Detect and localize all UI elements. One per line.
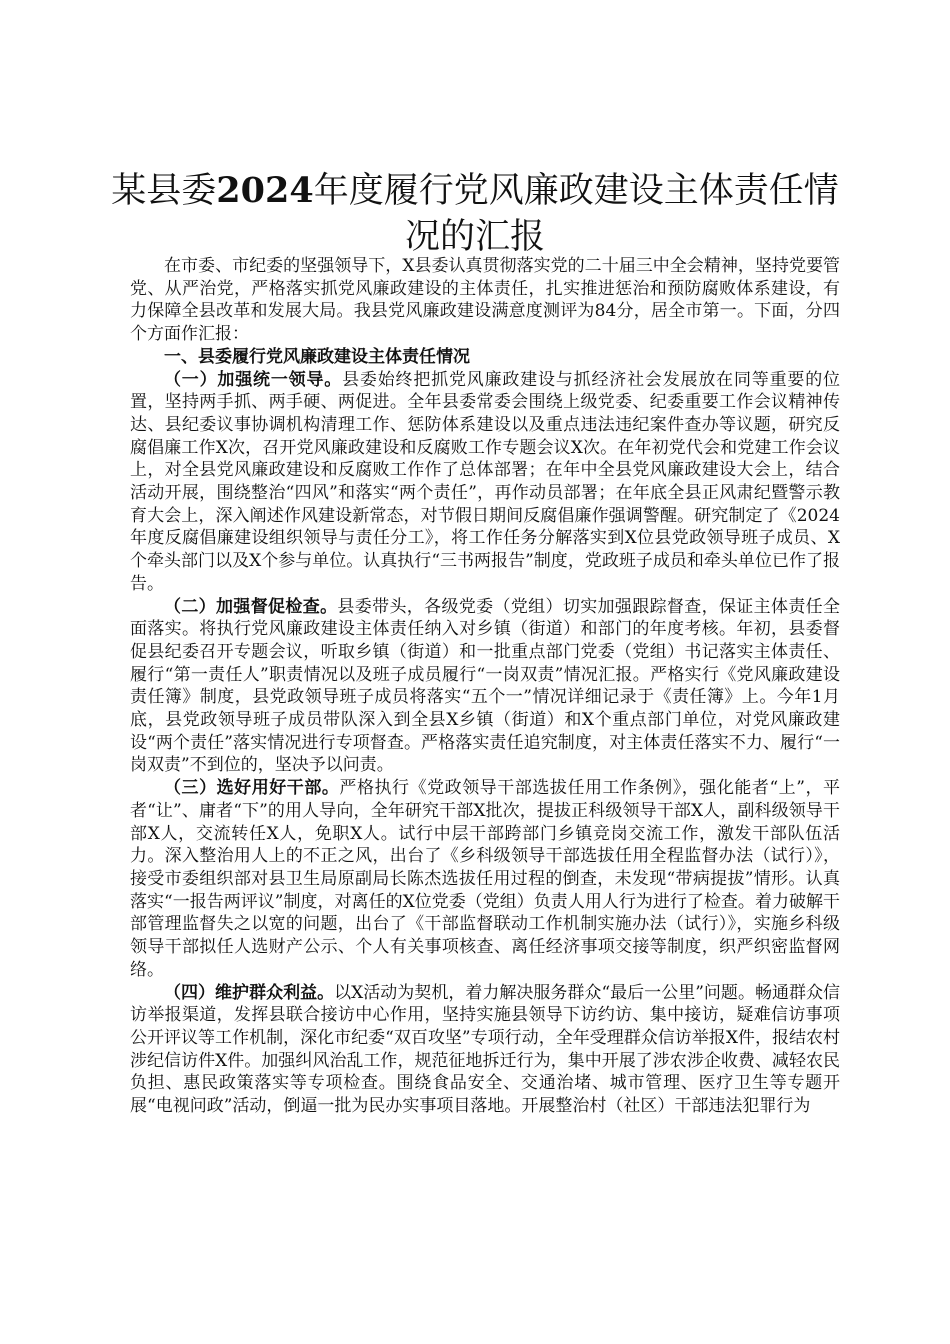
paragraph-text: 县委带头，各级党委（党组）切实加强跟踪督查，保证主体责任全面落实。将执行党风廉政建设主体责任纳入对乡镇（街道）和部门的年度考核。年初，县委督促县纪委召开专题会议，听取乡镇（街道）和一批重点部门党委（党组）书记落实主体责任、履行“第一责任人”职责情况以及班子成员履行“一岗双责”情况汇报。严格实行《党风廉政建设责任簿》制度，县党政领导班子成员将落实“五个一”情况详细记录于《责任簿》上。今年1月底，县党政领导班子成员带队深入到全县X乡镇（街道）和X个重点部门单位，对党风廉政建设“两个责任”落实情况进行专项督查。严格落实责任追究制度，对主体责任落实不力、履行“一岗双责”不到位的，坚决予以问责。: [130, 596, 840, 776]
document-title: [110, 168, 840, 260]
body-paragraph: [130, 777, 840, 981]
paragraph-text: 以X活动为契机，着力解决服务群众“最后一公里”问题。畅通群众信访举报渠道，发挥县联合接访中心作用，坚持实施县领导下访约访、集中接访，疑难信访事项公开评议等工作机制，深化市纪委“双百攻坚”专项行动，全年受理群众信访举报X件，报结农村涉纪信访件X件。加强纠风治乱工作，规范征地拆迁行为，集中开展了涉农涉企收费、减轻农民负担、惠民政策落实等专项检查。围绕食品安全、交通治堵、城市管理、医疗卫生等专题开展“电视问政”活动，倒逼一批为民办实事项目落地。开展整治村（社区）干部违法犯罪行为: [130, 982, 841, 1117]
paragraph-text: 县委始终把抓党风廉政建设与抓经济社会发展放在同等重要的位置，坚持两手抓、两手硬、两促进。全年县委常委会围绕上级党委、纪委重要工作会议精神传达、县纪委议事协调机构清理工作、惩防体系建设以及重点违法违纪案件查办等议题，研究反腐倡廉工作X次，召开党风廉政建设和反腐败工作专题会议X次。在年初党代会和党建工作会议上，对全县党风廉政建设和反腐败工作作了总体部署；在年中全县党风廉政建设大会上，结合活动开展，围绕整治“四风”和落实“两个责任”，再作动员部署；在年底全县正风肃纪暨警示教育大会上，深入阐述作风建设新常态，对节假日期间反腐倡廉作强调警醒。研究制定了《2024年度反腐倡廉建设组织领导与责任分工》，将工作任务分解落实到X位县党政领导班子成员、X个牵头部门以及X个参与单位。认真执行“三书两报告”制度，党政班子成员和牵头单位已作了报告。: [130, 369, 841, 594]
document-body: [130, 255, 840, 1118]
title-suffix: 年度履行党风廉政建设主体责任情况的汇报: [313, 171, 839, 257]
paragraph-lead: （四）维护群众利益。: [164, 982, 335, 1003]
body-paragraph: [130, 596, 840, 778]
paragraph-text: 严格执行《党政领导干部选拔任用工作条例》，强化能者“上”，平者“让”、庸者“下”的用人导向，全年研究干部X批次，提拔正科级领导干部X人，副科级领导干部X人，交流转任X人，免职X人。试行中层干部跨部门乡镇竞岗交流工作，激发干部队伍活力。深入整治用人上的不正之风，出台了《乡科级领导干部选拔任用全程监督办法（试行）》，接受市委组织部对县卫生局原副局长陈杰选拔任用过程的倒查，未发现“带病提拔”情形。认真落实“一报告两评议”制度，对离任的X位党委（党组）负责人用人行为进行了检查。着力破解干部管理监督失之以宽的问题，出台了《干部监督联动工作机制实施办法（试行）》，实施乡科级领导干部拟任人选财产公示、个人有关事项核查、离任经济事项交接等制度，织严织密监督网络。: [130, 778, 840, 980]
paragraph-lead: （二）加强督促检查。: [164, 596, 338, 617]
title-year: 2024: [216, 170, 314, 211]
paragraph-lead: （三）选好用好干部。: [164, 778, 340, 799]
section-heading: 一、县委履行党风廉政建设主体责任情况: [164, 346, 470, 367]
body-paragraph: [130, 369, 840, 596]
paragraph-lead: （一）加强统一领导。: [164, 369, 343, 390]
body-paragraph: [130, 982, 840, 1118]
intro-paragraph: 在市委、市纪委的坚强领导下，X县委认真贯彻落实党的二十届三中全会精神，坚持党要管党、从严治党，严格落实抓党风廉政建设的主体责任，扎实推进惩治和预防腐败体系建设，有力保障全县改革和发展大局。我县党风廉政建设满意度测评为84分，居全市第一。下面，分四个方面作汇报：: [130, 256, 840, 345]
title-prefix: 某县委: [111, 171, 217, 211]
